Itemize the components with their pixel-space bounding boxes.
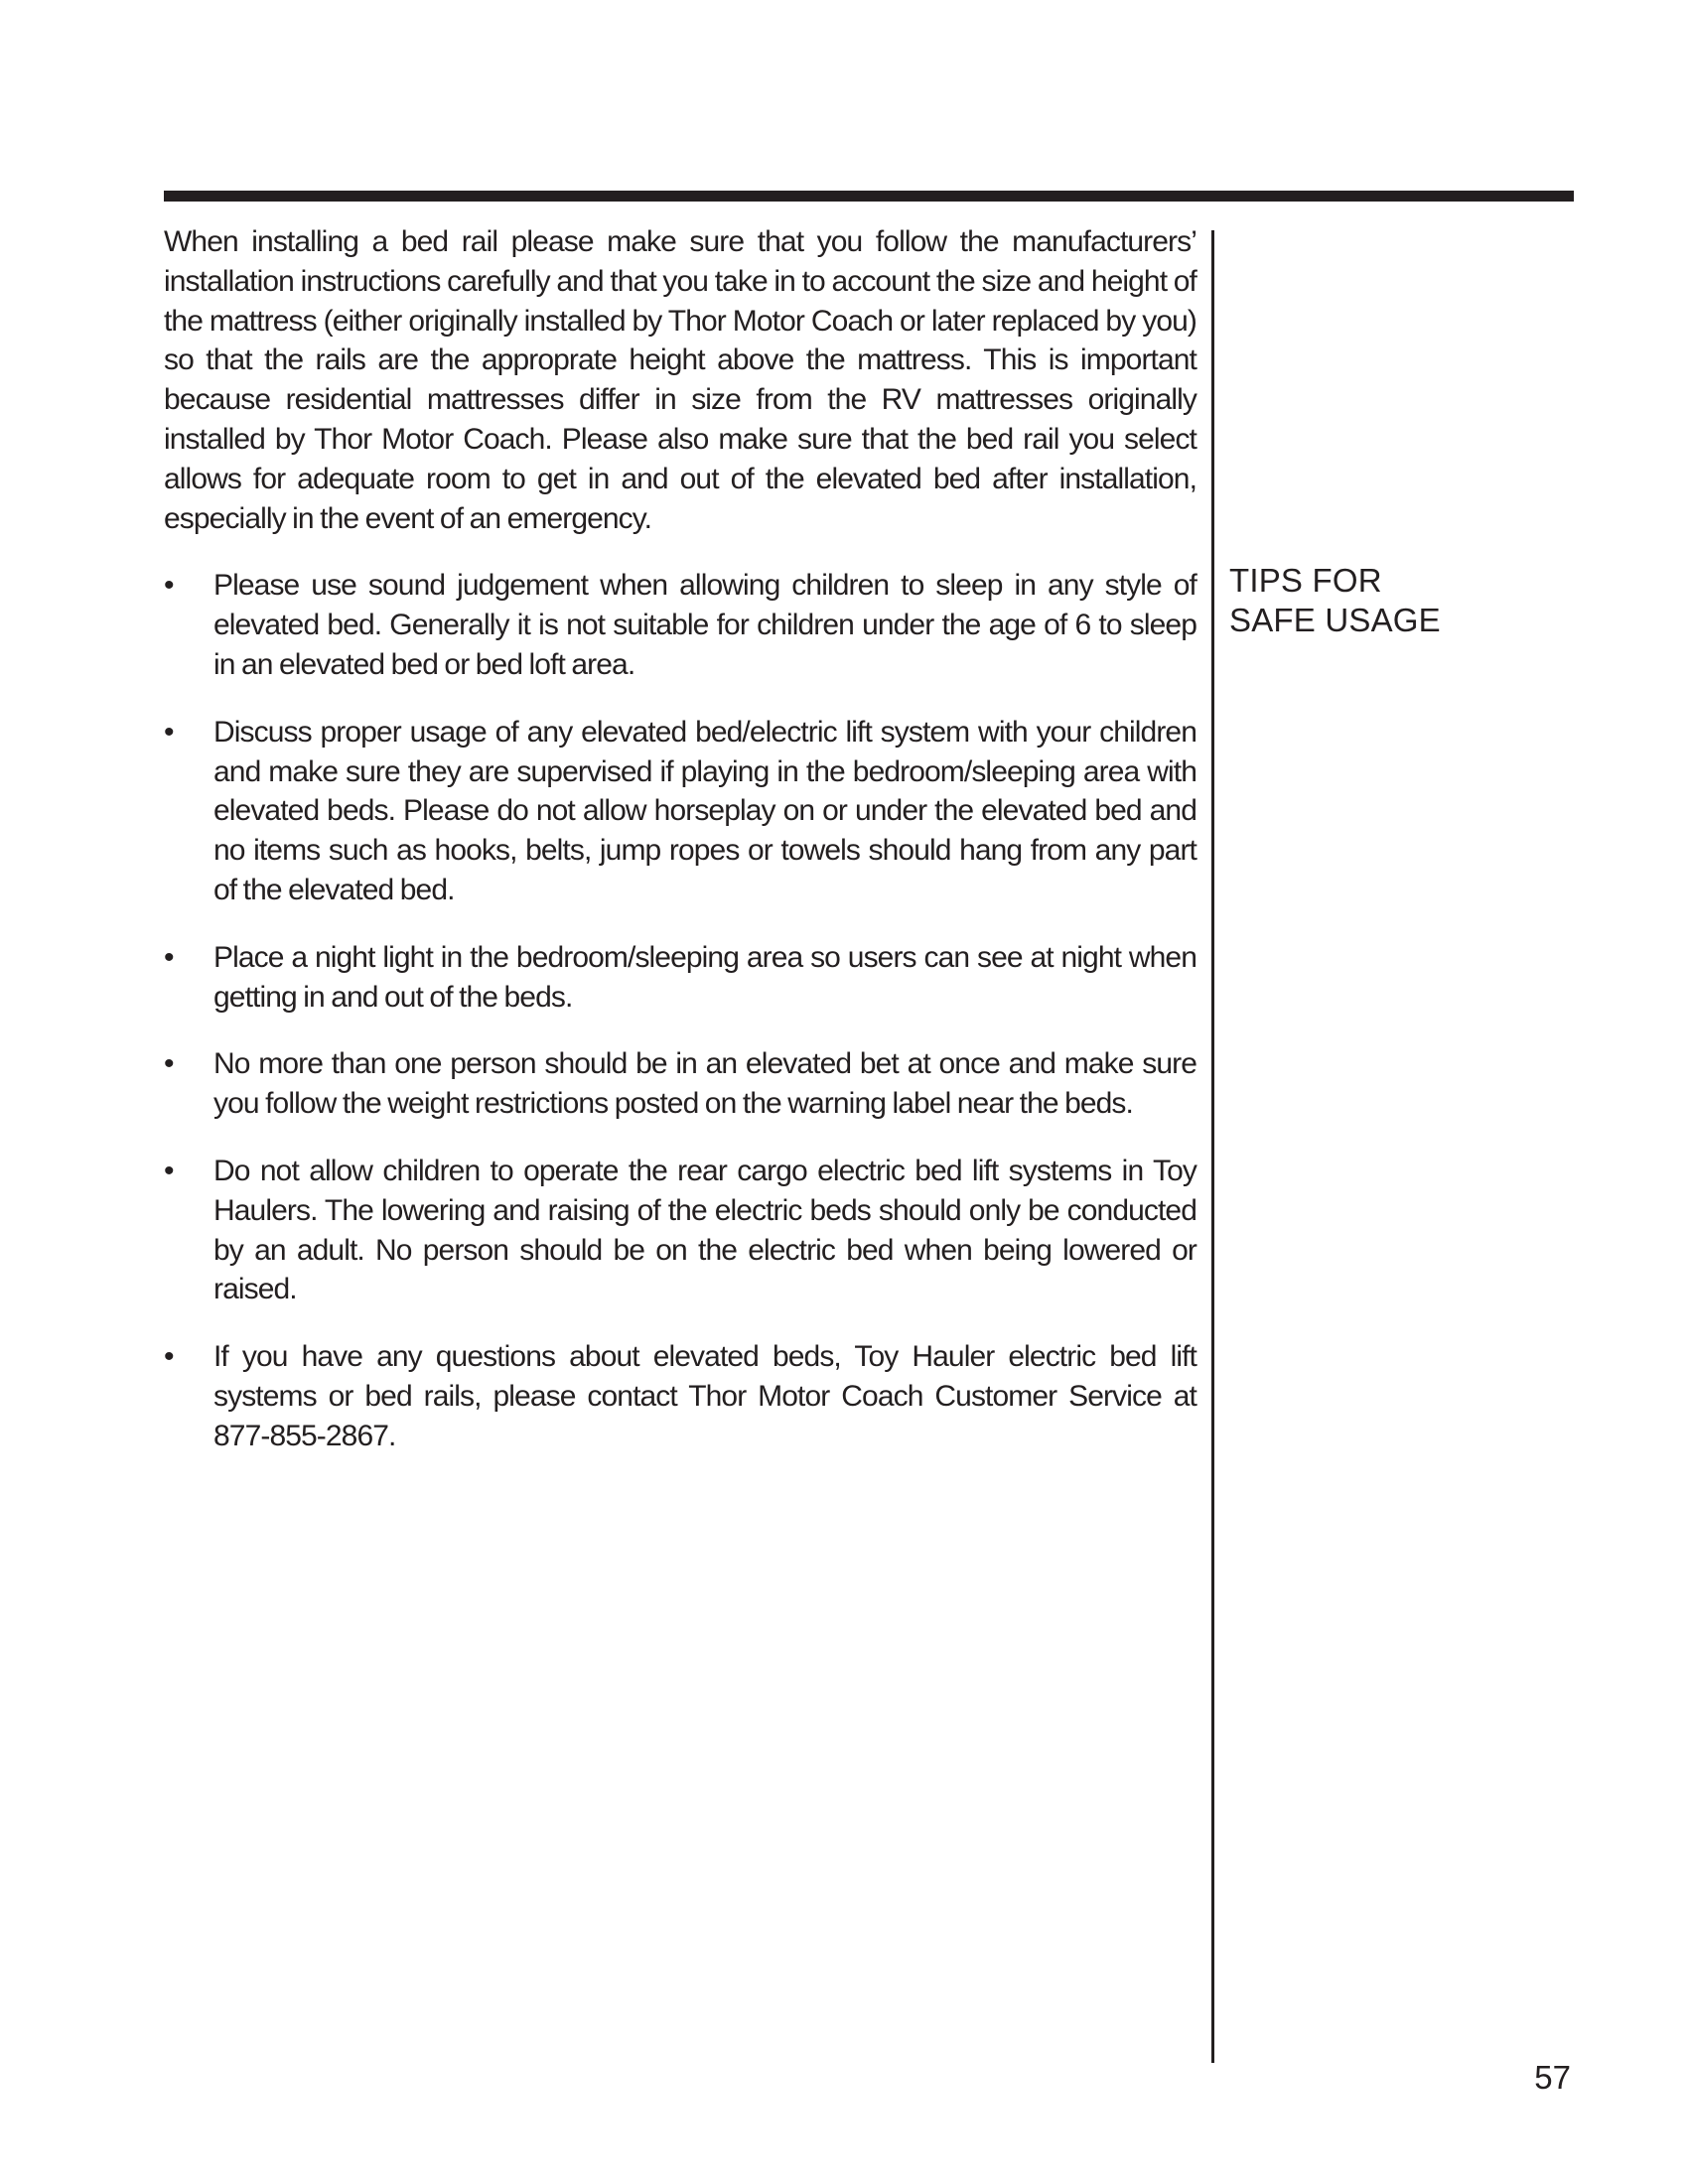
list-item bbox=[164, 1044, 1196, 1124]
tip-text: Discuss proper usage of any elevated bed/electric lift system with your children and make sure they are supervised if playing in the bedroom/sleeping area with elevated beds. Please do not allow horseplay on or under the elevated bed and no items such as hooks, belts, jump ropes or towels should hang from any part of the elevated bed. bbox=[213, 715, 1196, 906]
list-item bbox=[164, 1152, 1196, 1309]
page-number: 57 bbox=[1534, 2059, 1571, 2096]
bullet: • bbox=[164, 569, 174, 603]
bullet: • bbox=[164, 1154, 174, 1187]
bullet: • bbox=[164, 715, 174, 749]
tip-text: Please use sound judgement when allowing children to sleep in any style of elevated bed. Generally it is not suitable for children under the age of 6 to sleep in an elevated bed or bed loft area. bbox=[213, 569, 1196, 681]
tip-text: No more than one person should be in an elevated bet at once and make sure you follow the weight restrictions posted on the warning label near the beds. bbox=[213, 1047, 1196, 1121]
bullet: • bbox=[164, 940, 174, 974]
list-item bbox=[164, 566, 1196, 684]
list-item bbox=[164, 1337, 1196, 1455]
bullet: • bbox=[164, 1047, 174, 1081]
intro-paragraph: When installing a bed rail please make sure that you follow the manufacturers’ installation instructions carefully and that you take in to account the size and height of the mattress (either originally installed by Thor Motor Coach or later replaced by you) so that the rails are the approprate height above the mattress. This is important because residential mattresses differ in size from the RV mattresses originally installed by Thor Motor Coach. Please also make sure that the bed rail you select allows for adequate room to get in and out of the elevated bed after installation, especially in the event of an emergency. bbox=[164, 225, 1196, 535]
tip-text: If you have any questions about elevated beds, Toy Hauler electric bed lift systems or bed rails, please contact Thor Motor Coach Customer Service at 877-855-2867. bbox=[213, 1340, 1196, 1452]
main-column bbox=[164, 222, 1196, 1484]
tip-text: Place a night light in the bedroom/sleeping area so users can see at night when getting in and out of the beds. bbox=[213, 940, 1196, 1014]
tip-text: Do not allow children to operate the rear cargo electric bed lift systems in Toy Haulers. The lowering and raising of the electric beds should only be conducted by an adult. No person should be on the electric bed when being lowered or raised. bbox=[213, 1154, 1196, 1306]
bullet: • bbox=[164, 1340, 174, 1374]
top-rule bbox=[164, 191, 1574, 202]
list-item bbox=[164, 938, 1196, 1018]
column-divider bbox=[1211, 230, 1214, 2063]
tips-list bbox=[164, 566, 1196, 1455]
section-heading: TIPS FOR SAFE USAGE bbox=[1229, 562, 1441, 638]
list-item bbox=[164, 713, 1196, 910]
